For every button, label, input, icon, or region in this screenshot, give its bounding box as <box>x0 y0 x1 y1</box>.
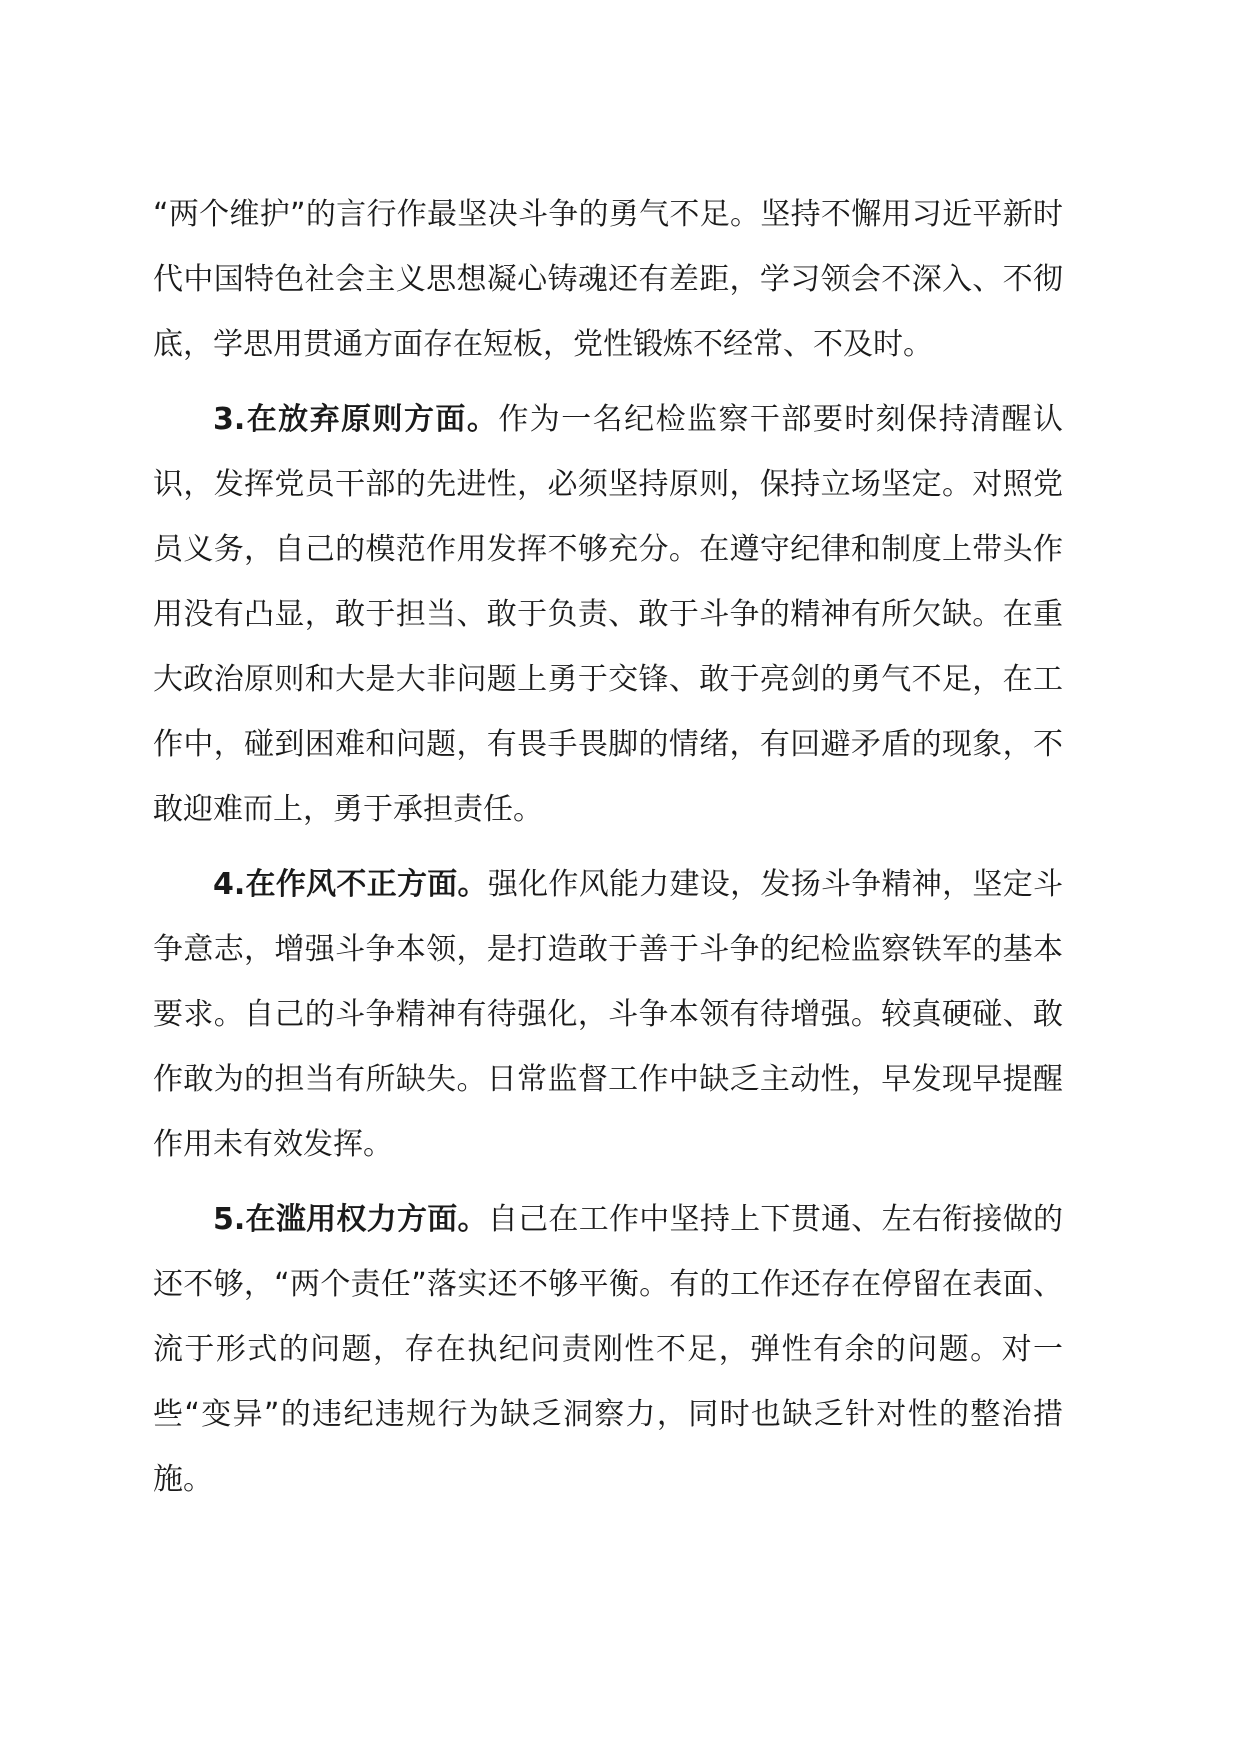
item-heading: 4.在作风不正方面。 <box>213 867 488 902</box>
paragraph-text: 作为一名纪检监察干部要时刻保持清醒认识，发挥党员干部的先进性，必须坚持原则，保持立场坚定。对照党员义务，自己的模范作用发挥不够充分。在遵守纪律和制度上带头作用没有凸显，敢于担当、敢于负责、敢于斗争的精神有所欠缺。在重大政治原则和大是大非问题上勇于交锋、敢于亮剑的勇气不足，在工作中，碰到困难和问题，有畏手畏脚的情绪，有回避矛盾的现象，不敢迎难而上，勇于承担责任。 <box>153 402 1063 827</box>
paragraph-item-5 <box>153 1187 1063 1512</box>
paragraph-text: 自己在工作中坚持上下贯通、左右衔接做的还不够，“两个责任”落实还不够平衡。有的工作还存在停留在表面、流于形式的问题，存在执纪问责刚性不足，弹性有余的问题。对一些“变异”的违纪违规行为缺乏洞察力，同时也缺乏针对性的整治措施。 <box>153 1202 1063 1497</box>
paragraph-text: 强化作风能力建设，发扬斗争精神，坚定斗争意志，增强斗争本领，是打造敢于善于斗争的纪检监察铁军的基本要求。自己的斗争精神有待强化，斗争本领有待增强。较真硬碰、敢作敢为的担当有所缺失。日常监督工作中缺乏主动性，早发现早提醒作用未有效发挥。 <box>153 867 1063 1162</box>
item-heading: 3.在放弃原则方面。 <box>213 402 499 437</box>
paragraph-item-3 <box>153 387 1063 842</box>
paragraph-continuation <box>153 182 1063 377</box>
paragraph-item-4 <box>153 852 1063 1177</box>
item-heading: 5.在滥用权力方面。 <box>213 1202 488 1237</box>
document-body <box>153 182 1063 1522</box>
paragraph-text: “两个维护”的言行作最坚决斗争的勇气不足。坚持不懈用习近平新时代中国特色社会主义思想凝心铸魂还有差距，学习领会不深入、不彻底，学思用贯通方面存在短板，党性锻炼不经常、不及时。 <box>153 197 1063 362</box>
